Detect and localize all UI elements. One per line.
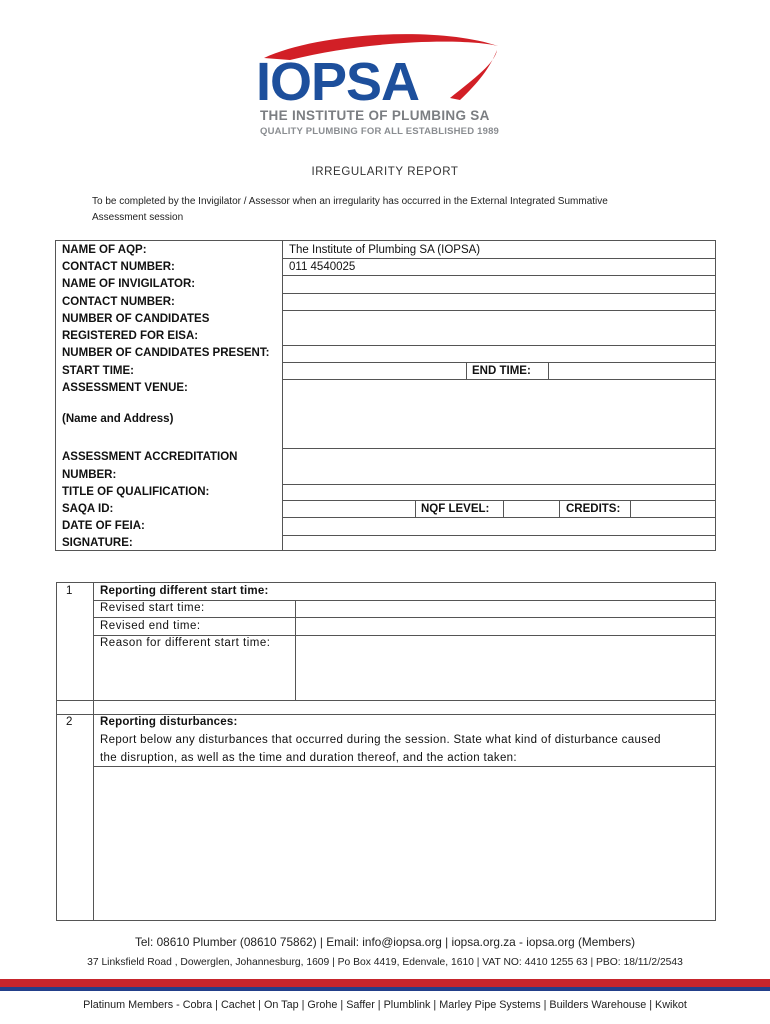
document-title: IRREGULARITY REPORT xyxy=(311,166,459,178)
intro-text xyxy=(92,194,672,226)
details-column-divider xyxy=(282,241,283,550)
disturbance-instruction-line-1: Report below any disturbances that occurred during the session. State what kind of disturbance caused xyxy=(100,734,661,746)
footer-blue-bar xyxy=(0,987,770,991)
footer-red-bar xyxy=(0,979,770,987)
aqp-label: NAME OF AQP: xyxy=(62,244,147,256)
end-time-label: END TIME: xyxy=(472,365,531,377)
logo-wordmark: IOPSA xyxy=(256,52,420,108)
venue-sub-label: (Name and Address) xyxy=(62,413,174,425)
section-1-number: 1 xyxy=(66,585,73,597)
start-time-label: START TIME: xyxy=(62,365,134,377)
invigilator-contact-label: CONTACT NUMBER: xyxy=(62,296,175,308)
credits-label: CREDITS: xyxy=(566,503,621,515)
qualification-label: TITLE OF QUALIFICATION: xyxy=(62,486,210,498)
reason-label: Reason for different start time: xyxy=(100,637,271,649)
invigilator-name-label: NAME OF INVIGILATOR: xyxy=(62,278,196,290)
candidates-registered-label-1: NUMBER OF CANDIDATES xyxy=(62,313,210,325)
candidates-present-label: NUMBER OF CANDIDATES PRESENT: xyxy=(62,347,270,359)
disturbance-instruction-line-2: the disruption, as well as the time and duration thereof, and the action taken: xyxy=(100,752,517,764)
intro-line-1: To be completed by the Invigilator / Assessor when an irregularity has occurred in the External Integrated Summative xyxy=(92,196,608,207)
footer-address-line: 37 Linksfield Road , Dowerglen, Johannesburg, 1609 | Po Box 4419, Edenvale, 1610 | VAT NO: 4410 1255 63 | PBO: 18/11/2/2543 xyxy=(87,957,683,968)
signature-label: SIGNATURE: xyxy=(62,537,133,549)
aqp-value[interactable]: The Institute of Plumbing SA (IOPSA) xyxy=(289,244,481,256)
revised-start-label: Revised start time: xyxy=(100,602,205,614)
logo-swoosh-icon xyxy=(250,28,510,108)
feia-date-label: DATE OF FEIA: xyxy=(62,520,145,532)
contact-number-value[interactable]: 011 4540025 xyxy=(289,261,356,273)
footer-members-line: Platinum Members - Cobra | Cachet | On Tap | Grohe | Saffer | Plumblink | Marley Pipe Systems | Builders Warehouse | Kwikot xyxy=(83,999,687,1011)
details-table xyxy=(55,240,716,551)
section-2-heading: Reporting disturbances: xyxy=(100,716,238,728)
saqa-id-label: SAQA ID: xyxy=(62,503,114,515)
contact-number-label: CONTACT NUMBER: xyxy=(62,261,175,273)
number-column-divider xyxy=(93,583,94,920)
intro-line-2: Assessment session xyxy=(92,212,184,223)
reporting-table xyxy=(56,582,716,921)
section-2-number: 2 xyxy=(66,716,73,728)
iopsa-logo xyxy=(250,28,510,140)
venue-label: ASSESSMENT VENUE: xyxy=(62,382,188,394)
accreditation-label-1: ASSESSMENT ACCREDITATION xyxy=(62,451,238,463)
logo-tagline: QUALITY PLUMBING FOR ALL ESTABLISHED 1989 xyxy=(260,126,500,137)
accreditation-label-2: NUMBER: xyxy=(62,469,117,481)
candidates-registered-label-2: REGISTERED FOR EISA: xyxy=(62,330,199,342)
nqf-level-label: NQF LEVEL: xyxy=(421,503,490,515)
footer-contact-line: Tel: 08610 Plumber (08610 75862) | Email: info@iopsa.org | iopsa.org.za - iopsa.org (Members) xyxy=(134,935,636,949)
revised-end-label: Revised end time: xyxy=(100,620,201,632)
logo-org-name: THE INSTITUTE OF PLUMBING SA xyxy=(260,108,490,123)
section-1-heading: Reporting different start time: xyxy=(100,585,269,597)
